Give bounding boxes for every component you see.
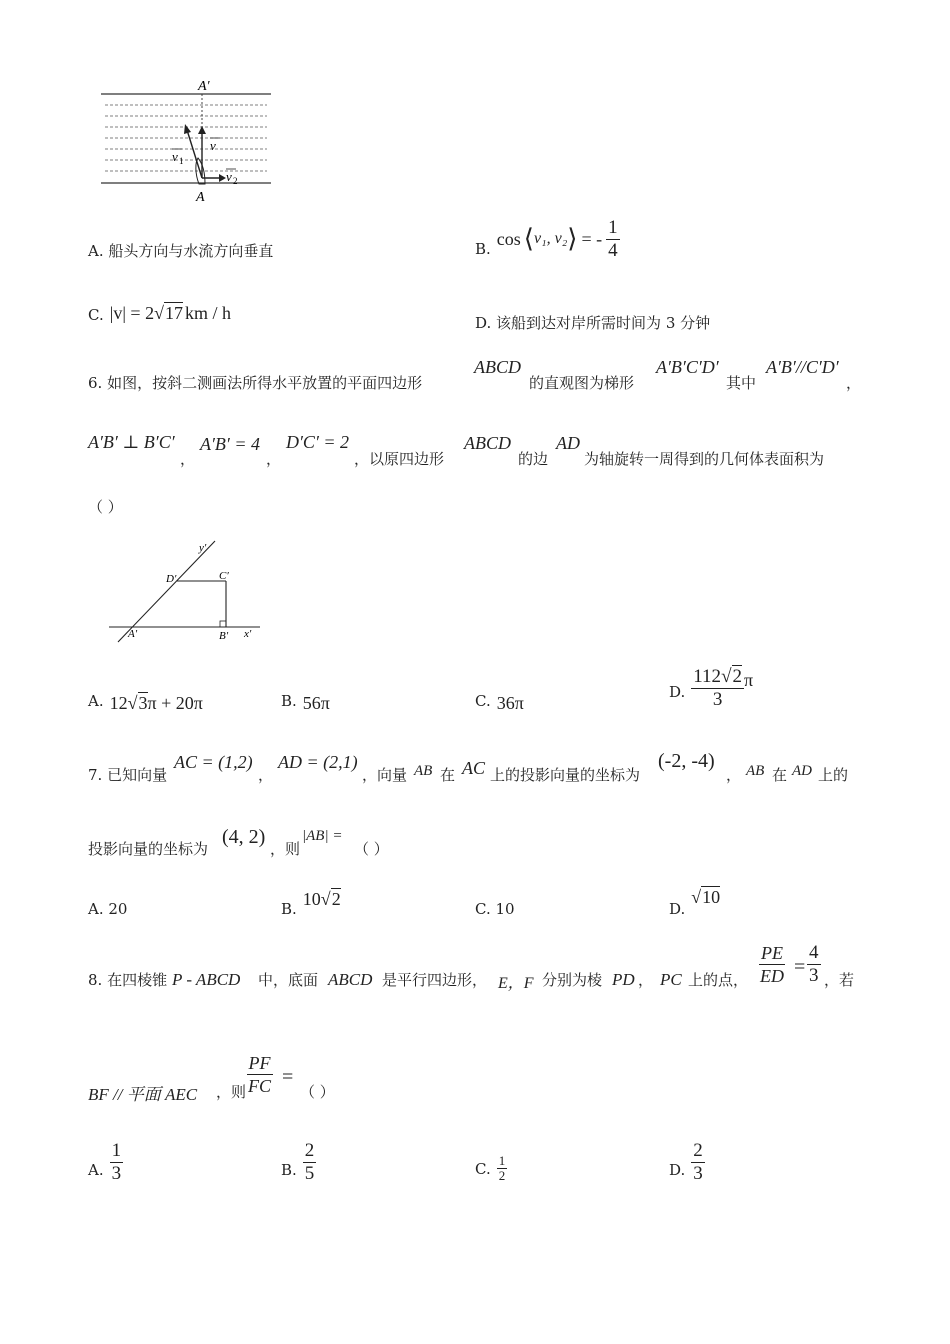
vector-v1 xyxy=(187,130,202,178)
point-c-label: C′ xyxy=(219,570,229,582)
label-v1-sub: 1 xyxy=(179,156,184,166)
option-letter: D. xyxy=(475,314,492,332)
equals-neg: = - xyxy=(581,228,603,249)
sqrt-icon: √ xyxy=(691,887,702,907)
label-v2-sub: 2 xyxy=(233,176,238,186)
fraction-den: 4 xyxy=(608,239,618,261)
oblique-figure xyxy=(102,536,267,648)
q8-option-a[interactable]: A. $\frac{1}{3}$ xyxy=(88,1140,122,1184)
option-text: 该船到达对岸所需时间为 3 分钟 xyxy=(496,314,711,332)
fraction xyxy=(606,217,620,262)
q6-line2: A′B′ ⊥ B′C′ ， A′B′ = 4 ， D′C′ = 2 ，以原四边形 ABCD 的边 AD 为轴旋转一周得到的几何体表面积为 xyxy=(88,432,825,468)
fraction-pe-ed: $\frac{PE}{ED}$ xyxy=(760,943,784,986)
fraction-num: 1 xyxy=(608,216,618,238)
x-axis-label: x′ xyxy=(244,628,252,640)
q6-option-d[interactable]: D. $\frac{112√2}{3}$ π xyxy=(669,666,754,710)
q8-line1: 8. 在四棱锥 P - ABCD 中，底面 ABCD 是平行四边形， E，F 分别为棱 PD ， PC 上的点， $\frac{PE}{ED}$ = $\frac{4}{3}$ ，若 xyxy=(88,942,855,992)
q6-bracket[interactable]: （ ） xyxy=(88,498,123,516)
sqrt-radicand: 17 xyxy=(164,303,183,323)
q6-option-b[interactable]: B. 56π xyxy=(281,692,330,713)
q6-option-a[interactable]: A. 12 √ 3 π + 20π xyxy=(88,692,203,713)
q7-line1: 7. 已知向量 AC = (1,2) ， AD = (2,1) ，向量 AB 在 AC 上的投影向量的坐标为 (-2, -4) ， AB 在 AD 上的 xyxy=(88,750,849,784)
fraction-ratio: $\frac{4}{3}$ xyxy=(809,942,819,986)
q7-option-d[interactable]: D. √ 10 xyxy=(669,887,721,918)
q5-option-c[interactable] xyxy=(88,302,231,324)
unit: km / h xyxy=(184,303,231,323)
sqrt-icon: √ xyxy=(127,693,138,713)
q5-option-b[interactable] xyxy=(475,214,620,264)
q8-option-c[interactable]: C. $\frac{1}{2}$ xyxy=(475,1153,506,1183)
option-letter: B. xyxy=(475,240,491,258)
cos-text: cos xyxy=(496,228,521,249)
point-a-label: A′ xyxy=(128,628,138,640)
angle-bracket-left: ⟨ xyxy=(523,224,534,253)
right-angle-mark xyxy=(220,621,226,627)
label-a-prime: A′ xyxy=(198,79,210,94)
option-letter: C. xyxy=(88,306,104,324)
angle-bracket-right: ⟩ xyxy=(567,224,578,253)
q8-line2: BF // 平面 AEC ，则 $\frac{PF}{FC}$ = （ ） xyxy=(88,1053,335,1104)
q8-option-d[interactable]: D. $\frac{2}{3}$ xyxy=(669,1140,703,1184)
q8-option-b[interactable]: B. $\frac{2}{5}$ xyxy=(281,1140,315,1184)
point-d-label: D′ xyxy=(166,573,177,585)
sqrt-icon: √ xyxy=(721,666,732,687)
point-b-label: B′ xyxy=(219,630,229,642)
sqrt-icon: √ xyxy=(154,303,164,323)
q5-option-d[interactable] xyxy=(475,314,710,332)
q6-line1: 6. 如图，按斜二测画法所得水平放置的平面四边形 ABCD 的直观图为梯形 A′B′C′D′ 其中 A′B′//C′D′ ， xyxy=(88,357,862,392)
vector-pair: v₁, v₂ xyxy=(533,230,568,247)
q7-option-a[interactable]: A. 20 xyxy=(88,900,128,918)
q7-option-c[interactable]: C. 10 xyxy=(475,900,515,918)
label-v: v xyxy=(210,138,216,153)
label-a: A xyxy=(196,190,205,205)
river-figure xyxy=(95,74,280,206)
label-v1: v xyxy=(172,149,178,164)
fraction-pf-fc: $\frac{PF}{FC}$ xyxy=(248,1053,272,1096)
y-axis-label: y′ xyxy=(199,542,207,554)
fraction: $\frac{112√2}{3}$ xyxy=(693,666,742,710)
q5-option-a[interactable] xyxy=(88,242,273,260)
q7-line2: 投影向量的坐标为 (4, 2) ，则 |AB| = （ ） xyxy=(88,826,389,858)
sqrt-icon: √ xyxy=(320,889,331,909)
label-v2: v xyxy=(226,169,232,184)
speed-lhs: |v| = 2 xyxy=(109,303,155,323)
water-lines xyxy=(105,105,267,171)
q6-option-c[interactable]: C. 36π xyxy=(475,692,524,713)
option-letter: A. xyxy=(88,242,104,260)
option-text: 船头方向与水流方向垂直 xyxy=(108,242,274,260)
q7-option-b[interactable]: B. 10 √ 2 xyxy=(281,889,341,918)
